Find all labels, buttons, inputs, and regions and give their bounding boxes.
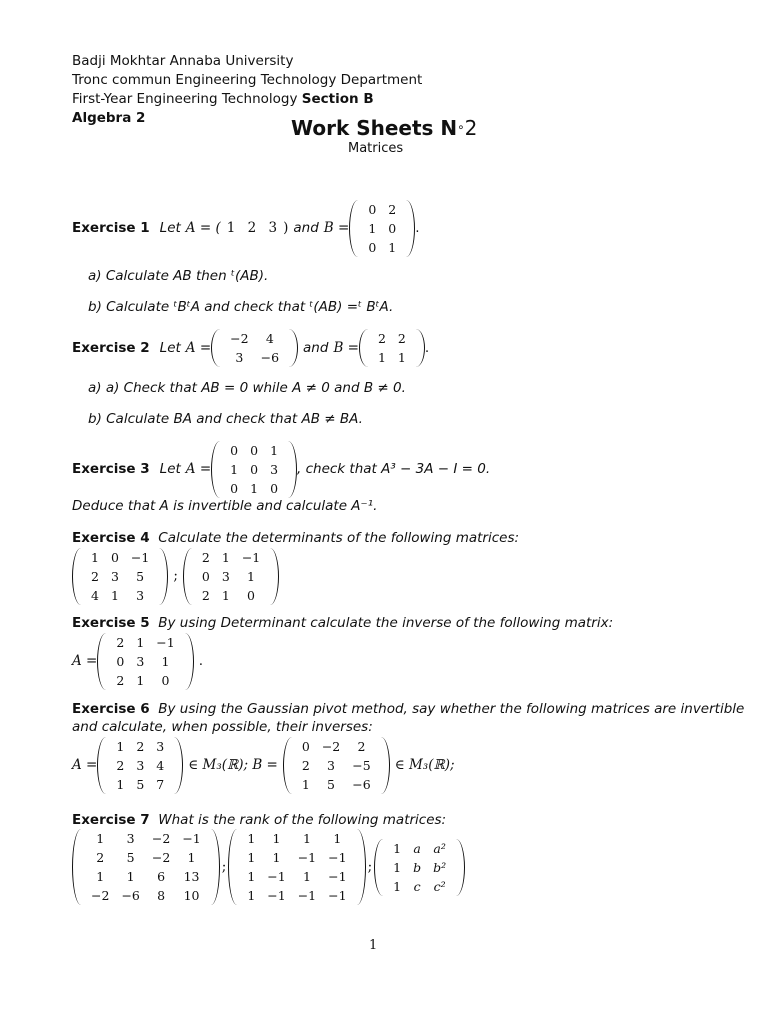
matrix-cell: b	[413, 859, 422, 875]
matrix-cell: 1	[247, 568, 255, 584]
exercise-1-label: Exercise 1	[72, 220, 150, 236]
let-text: Let	[159, 220, 181, 236]
matrix-a-eq: A =	[72, 757, 98, 773]
matrix-cell: 1	[388, 239, 397, 255]
matrix-cell: −2	[151, 850, 171, 865]
matrix-cell: −1	[130, 549, 150, 565]
exercise-5-label: Exercise 5	[72, 615, 150, 631]
matrix-cell: 2	[116, 634, 125, 650]
matrix-cell: 4	[265, 331, 274, 346]
matrix-cell: 7	[156, 776, 165, 792]
matrix-a	[97, 633, 193, 690]
matrix-cell: a	[413, 840, 421, 856]
in-m3-end: ∈ M₃(ℝ);	[394, 757, 455, 773]
matrix-cell: −2	[321, 738, 341, 754]
matrix-cell: 3	[327, 757, 335, 773]
matrix-cell: 2	[136, 738, 145, 754]
matrix-cell: −1	[297, 888, 317, 903]
degree-mark: ∘	[457, 120, 465, 134]
matrix-cell: 2	[91, 568, 99, 584]
university-name: Badji Mokhtar Annaba University	[72, 53, 294, 69]
matrix-cell: 1	[272, 850, 281, 865]
matrix-cell: 1	[247, 888, 256, 903]
matrix-cell: 3	[156, 738, 165, 754]
separator: ;	[221, 859, 227, 875]
matrix-cell: 1	[136, 634, 145, 650]
matrix-m2	[228, 829, 365, 905]
matrix-cell: 0	[110, 549, 119, 565]
matrix-cell: 1	[377, 350, 386, 365]
matrix-cell: 1	[368, 220, 377, 236]
exercise-4-statement	[72, 530, 519, 546]
exercise-4-label: Exercise 4	[72, 530, 150, 546]
matrix-cell: 1	[247, 869, 256, 884]
matrix-a-eq: A =	[72, 653, 98, 669]
matrix-cell: 0	[116, 653, 125, 669]
matrix-cell: −1	[182, 831, 201, 846]
exercise-7-statement	[72, 812, 446, 828]
matrix-cell: 3	[110, 568, 119, 584]
matrix-b-eq: B =	[333, 340, 359, 356]
year-line	[72, 90, 422, 109]
matrix-m3	[374, 839, 465, 896]
exercise-7-text: What is the rank of the following matrices:	[158, 812, 447, 828]
matrix-cell: 3	[235, 350, 244, 365]
paren-close: )	[283, 220, 289, 236]
exercise-1-part-a: a) Calculate AB then ᵗ(AB).	[88, 268, 269, 284]
exercise-2-part-b: b) Calculate BA and check that AB ≠ BA.	[88, 411, 363, 427]
matrix-cell: 0	[368, 201, 377, 217]
matrix-cell: 2	[116, 757, 125, 773]
and-text: and	[293, 220, 319, 236]
matrix-cell: 5	[136, 568, 145, 584]
matrix-cell: 1	[187, 850, 196, 865]
matrix-cell: −6	[260, 350, 280, 365]
matrix-cell: 10	[183, 888, 200, 903]
matrix-cell: 0	[250, 461, 259, 477]
matrix-b	[349, 200, 415, 257]
matrix-cell: 1	[221, 587, 230, 603]
matrix-cell: −2	[151, 831, 171, 846]
section-text: Section B	[301, 91, 374, 107]
matrix-cell: 1	[96, 831, 105, 846]
matrix-cell: 1	[393, 840, 402, 856]
matrix-cell: 1	[270, 442, 279, 458]
matrix-cell: −1	[241, 549, 261, 565]
matrix-cell: 2	[301, 757, 310, 773]
matrix-cell: 1	[230, 461, 239, 477]
matrix-cell: 2	[377, 331, 386, 346]
a-entry: 1	[226, 220, 236, 236]
exercise-7-label: Exercise 7	[72, 812, 150, 828]
matrix-cell: 8	[157, 888, 166, 903]
matrix-cell: 2	[201, 587, 210, 603]
exercise-5-statement	[72, 615, 613, 631]
matrix-cell: 0	[247, 587, 255, 603]
exercise-6-text-1: By using the Gaussian pivot method, say whether the following matrices are invertible	[158, 701, 745, 717]
matrix-cell: 2	[397, 331, 406, 346]
matrix-cell: 1	[116, 776, 125, 792]
matrix-cell: 1	[272, 831, 281, 846]
exercise-1-part-b: b) Calculate ᵗBᵗA and check that ᵗ(AB) =ᵗ BᵗA.	[88, 299, 394, 315]
matrix-cell: −2	[230, 331, 249, 346]
course-name: Algebra 2	[72, 110, 146, 126]
matrix-cell: 0	[161, 672, 170, 688]
matrix-cell: c²	[433, 878, 446, 894]
a-entry: 2	[247, 220, 257, 236]
matrix-b	[283, 737, 390, 794]
matrix-a-row	[221, 220, 283, 236]
matrix-cell: c	[413, 878, 421, 894]
exercise-6-text-2: and calculate, when possible, their inverses:	[72, 719, 373, 735]
exercise-2-statement: Exercise 2 Let A = −2 4 3 −6 and B = 2 2 1 1 .	[72, 331, 430, 365]
matrix-cell: 4	[91, 587, 99, 603]
matrix-cell: −1	[267, 888, 286, 903]
matrix-cell: 1	[136, 672, 145, 688]
matrix-cell: 3	[136, 757, 145, 773]
exercise-2-part-a: a) a) Check that AB = 0 while A ≠ 0 and B ≠ 0.	[88, 380, 406, 396]
separator: ;	[173, 568, 178, 584]
matrix-cell: 1	[302, 831, 311, 846]
subtitle: Matrices	[348, 141, 404, 156]
matrix-cell: 1	[110, 587, 119, 603]
matrix-cell: 0	[270, 480, 279, 496]
matrix-cell: 3	[270, 461, 279, 477]
matrix-cell: 0	[250, 442, 259, 458]
exercise-3-deduce: Deduce that A is invertible and calculate A⁻¹.	[72, 498, 378, 514]
matrix-cell: −1	[267, 869, 286, 884]
exercise-6-matrices	[72, 736, 455, 794]
exercise-2-label: Exercise 2	[72, 340, 150, 356]
matrix-cell: 6	[157, 869, 166, 884]
matrix-cell: b²	[433, 859, 447, 875]
matrix-cell: 1	[393, 878, 402, 894]
matrix-cell: 0	[368, 239, 377, 255]
exercise-6-statement	[72, 701, 744, 717]
matrix-a	[97, 737, 183, 794]
matrix-cell: 5	[126, 850, 135, 865]
matrix-cell: 3	[136, 653, 145, 669]
matrix-cell: −1	[156, 634, 175, 650]
exercise-5-text: By using Determinant calculate the inverse of the following matrix:	[158, 615, 614, 631]
matrix-cell: 0	[201, 568, 210, 584]
exercise-3-label: Exercise 3	[72, 461, 150, 477]
matrix-a-eq: A =	[185, 340, 212, 356]
matrix-cell: −1	[328, 888, 347, 903]
matrix-cell: −1	[328, 850, 347, 865]
matrix-cell: 1	[301, 776, 310, 792]
let-text: Let	[159, 461, 181, 477]
page-number: 1	[369, 938, 378, 953]
matrix-cell: −5	[352, 757, 371, 773]
matrix-b	[359, 329, 425, 367]
in-m3-b-eq: ∈ M₃(ℝ); B =	[188, 757, 278, 773]
matrix-cell: 5	[136, 776, 145, 792]
matrix-cell: 2	[388, 201, 397, 217]
matrix-cell: 1	[333, 831, 342, 846]
exercise-1-statement: Exercise 1 Let A = ( 1 2 3 ) and B = 0 2 1 0 0 1 .	[72, 201, 420, 255]
matrix-b-eq: B =	[323, 220, 350, 236]
matrix-cell: 1	[250, 480, 259, 496]
page-title	[291, 116, 477, 140]
a-entry: 3	[268, 220, 278, 236]
exercise-6-label: Exercise 6	[72, 701, 150, 717]
year-text: First-Year Engineering Technology	[72, 91, 298, 107]
matrix-m1	[72, 829, 220, 905]
matrix-cell: 1	[221, 549, 230, 565]
matrix-cell: 0	[230, 442, 239, 458]
and-text: and	[303, 340, 329, 356]
matrix-m2	[183, 548, 279, 605]
matrix-cell: 2	[116, 672, 125, 688]
matrix-cell: 1	[393, 859, 402, 875]
matrix-cell: a²	[433, 840, 446, 856]
exercise-5-matrix	[72, 632, 203, 690]
matrix-cell: 5	[327, 776, 335, 792]
matrix-cell: 0	[230, 480, 239, 496]
matrix-m1	[72, 548, 168, 605]
title-num: 2	[464, 116, 478, 140]
matrix-cell: 3	[136, 587, 145, 603]
matrix-cell: 1	[116, 738, 125, 754]
matrix-cell: 1	[302, 869, 311, 884]
matrix-cell: 1	[161, 653, 170, 669]
matrix-a-eq: A = (	[185, 220, 221, 236]
matrix-cell: 2	[357, 738, 366, 754]
matrix-a	[211, 329, 298, 367]
exercise-3-statement	[72, 439, 490, 499]
matrix-cell: 1	[247, 831, 256, 846]
matrix-cell: −2	[91, 888, 110, 903]
matrix-cell: 1	[126, 869, 135, 884]
matrix-cell: −6	[352, 776, 371, 792]
let-text: Let	[159, 340, 181, 356]
matrix-cell: 1	[397, 350, 406, 365]
title-main: Work Sheets N	[291, 116, 458, 140]
exercise-4-matrices	[72, 547, 279, 605]
matrix-cell: 2	[96, 850, 105, 865]
matrix-cell: 4	[156, 757, 165, 773]
matrix-cell: 3	[126, 831, 135, 846]
exercise-4-text: Calculate the determinants of the following matrices:	[158, 530, 520, 546]
department-name: Tronc commun Engineering Technology Department	[72, 72, 423, 88]
exercise-7-matrices	[72, 828, 465, 906]
matrix-cell: −1	[328, 869, 347, 884]
matrix-cell: 2	[201, 549, 210, 565]
matrix-cell: 0	[388, 220, 397, 236]
matrix-cell: 3	[221, 568, 230, 584]
matrix-cell: 13	[183, 869, 200, 884]
matrix-cell: 1	[247, 850, 256, 865]
matrix-cell: −1	[297, 850, 317, 865]
matrix-cell: 1	[96, 869, 105, 884]
check-text: , check that A³ − 3A − I = 0.	[297, 461, 491, 477]
matrix-a	[211, 441, 297, 498]
matrix-cell: 0	[301, 738, 310, 754]
end-dot: .	[198, 653, 203, 669]
separator: ;	[367, 859, 373, 875]
matrix-cell: 1	[91, 549, 99, 565]
matrix-a-eq: A =	[185, 461, 212, 477]
matrix-cell: −6	[121, 888, 140, 903]
